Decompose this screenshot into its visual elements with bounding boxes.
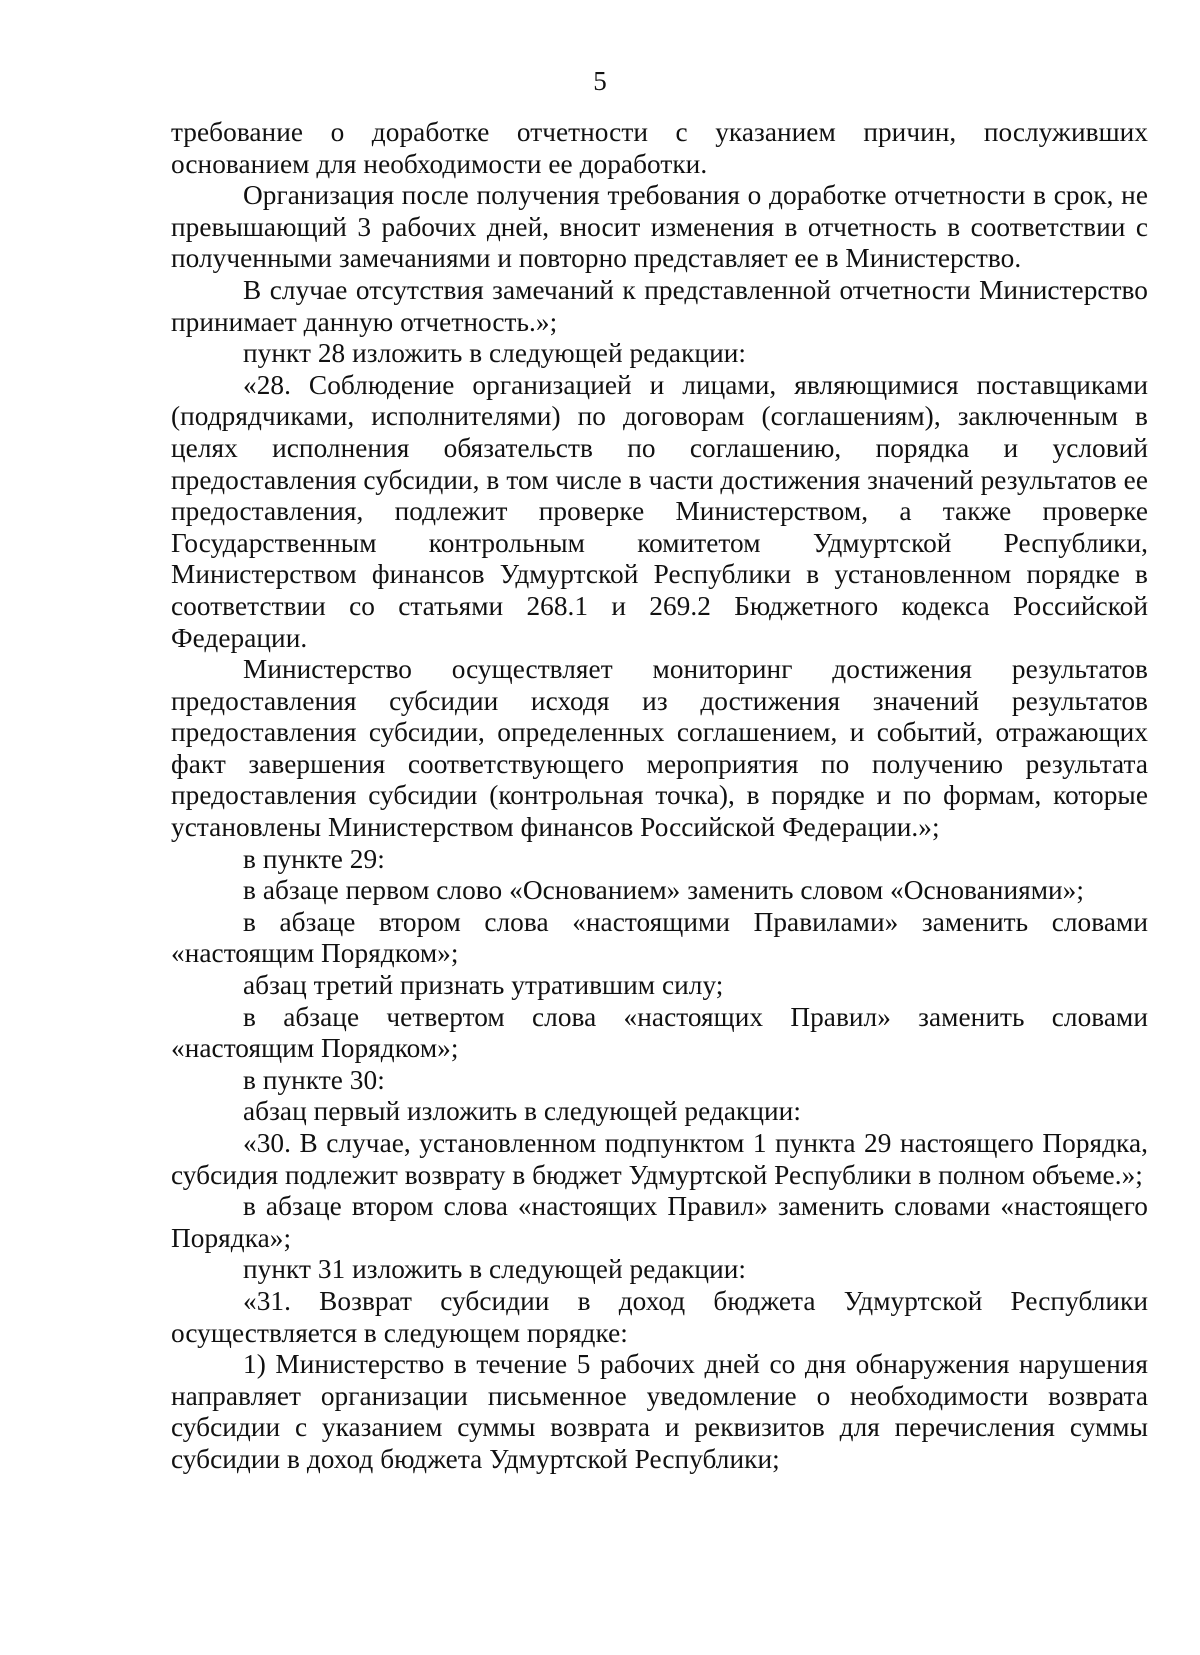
paragraph: в абзаце втором слова «настоящих Правил» заменить словами «настоящего Порядка»;: [171, 1191, 1148, 1253]
paragraph: 1) Министерство в течение 5 рабочих дней со дня обнаружения нарушения направляет организации письменное уведомление о необходимости возврата субсидии с указанием суммы возврата и реквизитов для перечисления суммы субсидии в доход бюджета Удмуртской Республики;: [171, 1349, 1148, 1474]
page-number: 5: [593, 66, 607, 96]
document-body: [171, 117, 1148, 1476]
paragraph: Министерство осуществляет мониторинг достижения результатов предоставления субсидии исходя из достижения значений результатов предоставления субсидии, определенных соглашением, и событий, отражающих факт завершения соответствующего мероприятия по получению результата предоставления субсидии (контрольная точка), в порядке и по формам, которые установлены Министерством финансов Российской Федерации.»;: [171, 654, 1148, 843]
paragraph: в пункте 29:: [243, 843, 385, 874]
paragraph: «31. Возврат субсидии в доход бюджета Удмуртской Республики осуществляется в следующем порядке:: [171, 1285, 1148, 1348]
paragraph: в абзаце первом слово «Основанием» заменить словом «Основаниями»;: [243, 875, 1085, 906]
paragraph: абзац третий признать утратившим силу;: [243, 970, 724, 1001]
paragraph: пункт 28 изложить в следующей редакции:: [243, 338, 747, 369]
paragraph: В случае отсутствия замечаний к представленной отчетности Министерство принимает данную отчетность.»;: [171, 274, 1148, 337]
paragraph: абзац первый изложить в следующей редакции:: [243, 1096, 801, 1127]
paragraph: в пункте 30:: [243, 1064, 385, 1095]
paragraph: пункт 31 изложить в следующей редакции:: [243, 1254, 747, 1285]
paragraph: «30. В случае, установленном подпунктом 1 пункта 29 настоящего Порядка, субсидия подлежит возврату в бюджет Удмуртской Республики в полном объеме.»;: [171, 1128, 1148, 1190]
paragraph: в абзаце втором слова «настоящими Правилами» заменить словами «настоящим Порядком»;: [171, 906, 1148, 969]
paragraph: Организация после получения требования о доработке отчетности в срок, не превышающий 3 рабочих дней, вносит изменения в отчетность в соответствии с полученными замечаниями и повторно представляет ее в Министерство.: [171, 180, 1148, 274]
paragraph: «28. Соблюдение организацией и лицами, являющимися поставщиками (подрядчиками, исполнителями) по договорам (соглашениям), заключенным в целях исполнения обязательств по соглашению, порядка и условий предоставления субсидии, в том числе в части достижения значений результатов ее предоставления, подлежит проверке Министерством, а также проверке Государственным контрольным комитетом Удмуртской Республики, Министерством финансов Удмуртской Республики в установленном порядке в соответствии со статьями 268.1 и 269.2 Бюджетного кодекса Российской Федерации.: [171, 369, 1148, 653]
paragraph: в абзаце четвертом слова «настоящих Правил» заменить словами «настоящим Порядком»;: [171, 1001, 1148, 1064]
paragraph: требование о доработке отчетности с указанием причин, послуживших основанием для необходимости ее доработки.: [171, 117, 1148, 179]
